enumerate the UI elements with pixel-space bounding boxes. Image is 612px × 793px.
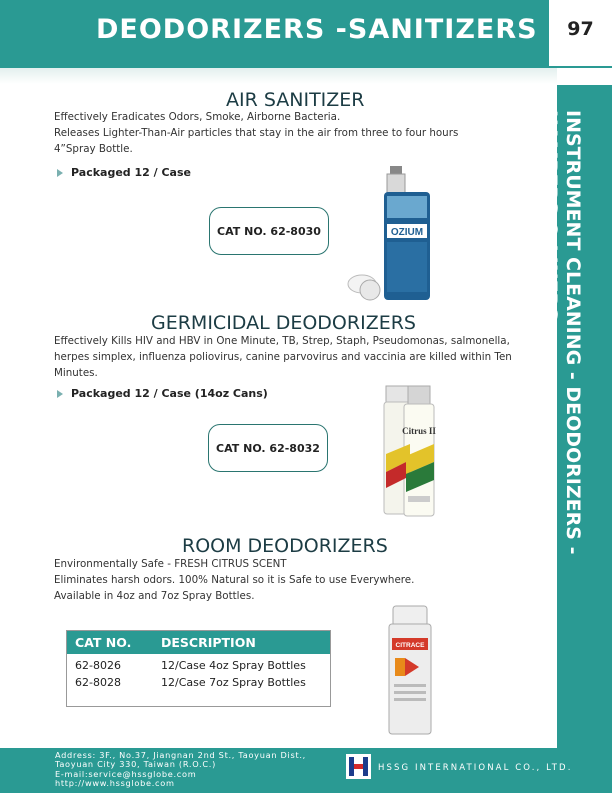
column-header-description: DESCRIPTION (161, 635, 256, 650)
address-line: Address: 3F., No.37, Jiangnan 2nd St., Taoyuan Dist., (55, 750, 306, 760)
desc-line: Effectively Eradicates Odors, Smoke, Airborne Bacteria. (54, 111, 341, 123)
room-deodorizers-title: ROOM DEODORIZERS (182, 535, 388, 557)
desc-line: Minutes. (54, 367, 98, 379)
cat-no-label: CAT NO. 62-8032 (216, 441, 320, 455)
cat-no-box (208, 424, 328, 472)
footer-bar (0, 748, 612, 793)
air-sanitizer-packaging (57, 166, 191, 179)
desc-line: herpes simplex, influenza poliovirus, canine parvovirus and vaccinia are killed within Ten (54, 351, 512, 363)
company-logo-icon (346, 754, 371, 779)
address-line: Taoyuan City 330, Taiwan (R.O.C.) (55, 759, 216, 770)
page-number: 97 (567, 18, 594, 40)
desc-line: 4”Spray Bottle. (54, 143, 133, 155)
packaging-text: Packaged 12 / Case (71, 166, 191, 179)
product-brand-label: OZIUM (390, 227, 424, 238)
desc-line: Effectively Kills HIV and HBV in One Minute, TB, Strep, Staph, Pseudomonas, salmonella, (54, 335, 510, 347)
bullet-arrow-icon (57, 169, 63, 177)
product-table (66, 630, 331, 707)
cell-description: 12/Case 7oz Spray Bottles (161, 676, 306, 689)
desc-line: Available in 4oz and 7oz Spray Bottles. (54, 590, 255, 602)
room-deodorizer-spray-image (385, 604, 435, 736)
desc-line: Eliminates harsh odors. 100% Natural so it is Safe to use Everywhere. (54, 574, 415, 586)
germicidal-spray-image (380, 384, 440, 520)
header-bar (0, 0, 549, 68)
cell-cat-no: 62-8026 (75, 659, 121, 672)
side-tab-line-1: INSTRUMENT CLEANING - DEODORIZERS - (562, 110, 584, 555)
air-sanitizer-spray-image (340, 162, 440, 307)
germicidal-packaging (57, 387, 268, 400)
bullet-arrow-icon (57, 390, 63, 398)
column-header-cat-no: CAT NO. (75, 635, 132, 650)
company-name: HSSG INTERNATIONAL CO., LTD. (378, 763, 573, 773)
packaging-text: Packaged 12 / Case (14oz Cans) (71, 387, 268, 400)
cat-no-box (209, 207, 329, 255)
air-sanitizer-description (54, 109, 458, 157)
cell-description: 12/Case 4oz Spray Bottles (161, 659, 306, 672)
page-number-box (549, 0, 612, 68)
table-header (67, 631, 330, 654)
page-title: DEODORIZERS -SANITIZERS (96, 14, 538, 45)
desc-line: Releases Lighter-Than-Air particles that stay in the air from three to four hours (54, 127, 459, 139)
germicidal-description (54, 333, 512, 381)
side-tab-text (538, 110, 584, 554)
germicidal-title: GERMICIDAL DEODORIZERS (151, 312, 416, 334)
cell-cat-no: 62-8028 (75, 676, 121, 689)
desc-line: Environmentally Safe - FRESH CITRUS SCENT (54, 558, 287, 570)
air-sanitizer-title: AIR SANITIZER (226, 89, 365, 111)
side-tab-line-2: HAMPERS & LINERS (539, 110, 561, 321)
product-brand-label: Citrus II (402, 426, 436, 436)
website-line: http://www.hssglobe.com (55, 778, 175, 789)
room-deodorizers-description (54, 556, 414, 604)
email-line: E-mail:service@hssglobe.com (55, 768, 197, 779)
header-shadow (0, 68, 557, 84)
product-brand-label: CITRACE (395, 642, 425, 649)
cat-no-label: CAT NO. 62-8030 (217, 224, 321, 238)
footer-address (55, 751, 306, 789)
